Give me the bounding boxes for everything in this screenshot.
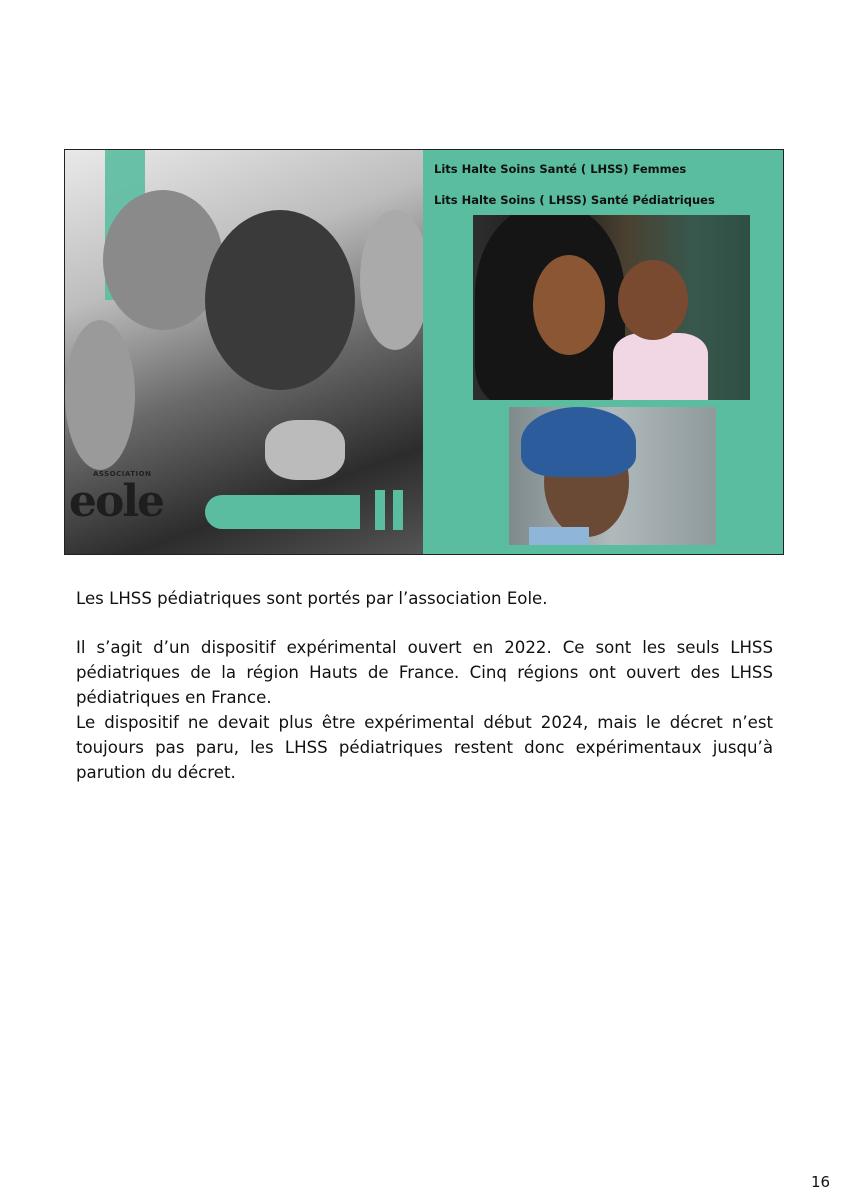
- accent-bar: [205, 495, 360, 529]
- collar-shape: [529, 527, 589, 545]
- elderly-woman-photo: [509, 407, 716, 545]
- family-photo: [65, 150, 423, 554]
- body-paragraph: Le dispositif ne devait plus être expérimental début 2024, mais le décret n’est toujours pas paru, les LHSS pédiatriques restent donc expérimentaux jusqu’à parution du décret.: [76, 713, 773, 782]
- logo-subtitle: ASSOCIATION: [93, 470, 152, 478]
- knit-hat: [521, 407, 636, 477]
- baby-dress: [613, 333, 708, 400]
- child-figure: [360, 210, 423, 350]
- logo-wordmark: eole: [69, 476, 164, 527]
- eole-logo: [67, 468, 177, 540]
- mother-figure: [205, 210, 355, 390]
- page-number: 16: [811, 1173, 831, 1191]
- slide-heading-femmes: Lits Halte Soins Santé ( LHSS) Femmes: [434, 162, 687, 176]
- mother-face: [533, 255, 605, 355]
- child-figure: [65, 320, 135, 470]
- body-paragraph: Il s’agit d’un dispositif expérimental ouvert en 2022. Ce sont les seuls LHSS pédiatriques de la région Hauts de France. Cinq régions ont ouvert des LHSS pédiatriques en France.: [76, 638, 773, 707]
- slide-heading-pediatriques: Lits Halte Soins ( LHSS) Santé Pédiatriques: [434, 193, 715, 207]
- accent-bar: [393, 490, 403, 530]
- hand-figure: [265, 420, 345, 480]
- body-paragraph: Les LHSS pédiatriques sont portés par l’association Eole.: [76, 589, 548, 608]
- accent-bar: [375, 490, 385, 530]
- mother-baby-photo: [473, 215, 750, 400]
- slide-figure: [64, 149, 784, 555]
- baby-face: [618, 260, 688, 340]
